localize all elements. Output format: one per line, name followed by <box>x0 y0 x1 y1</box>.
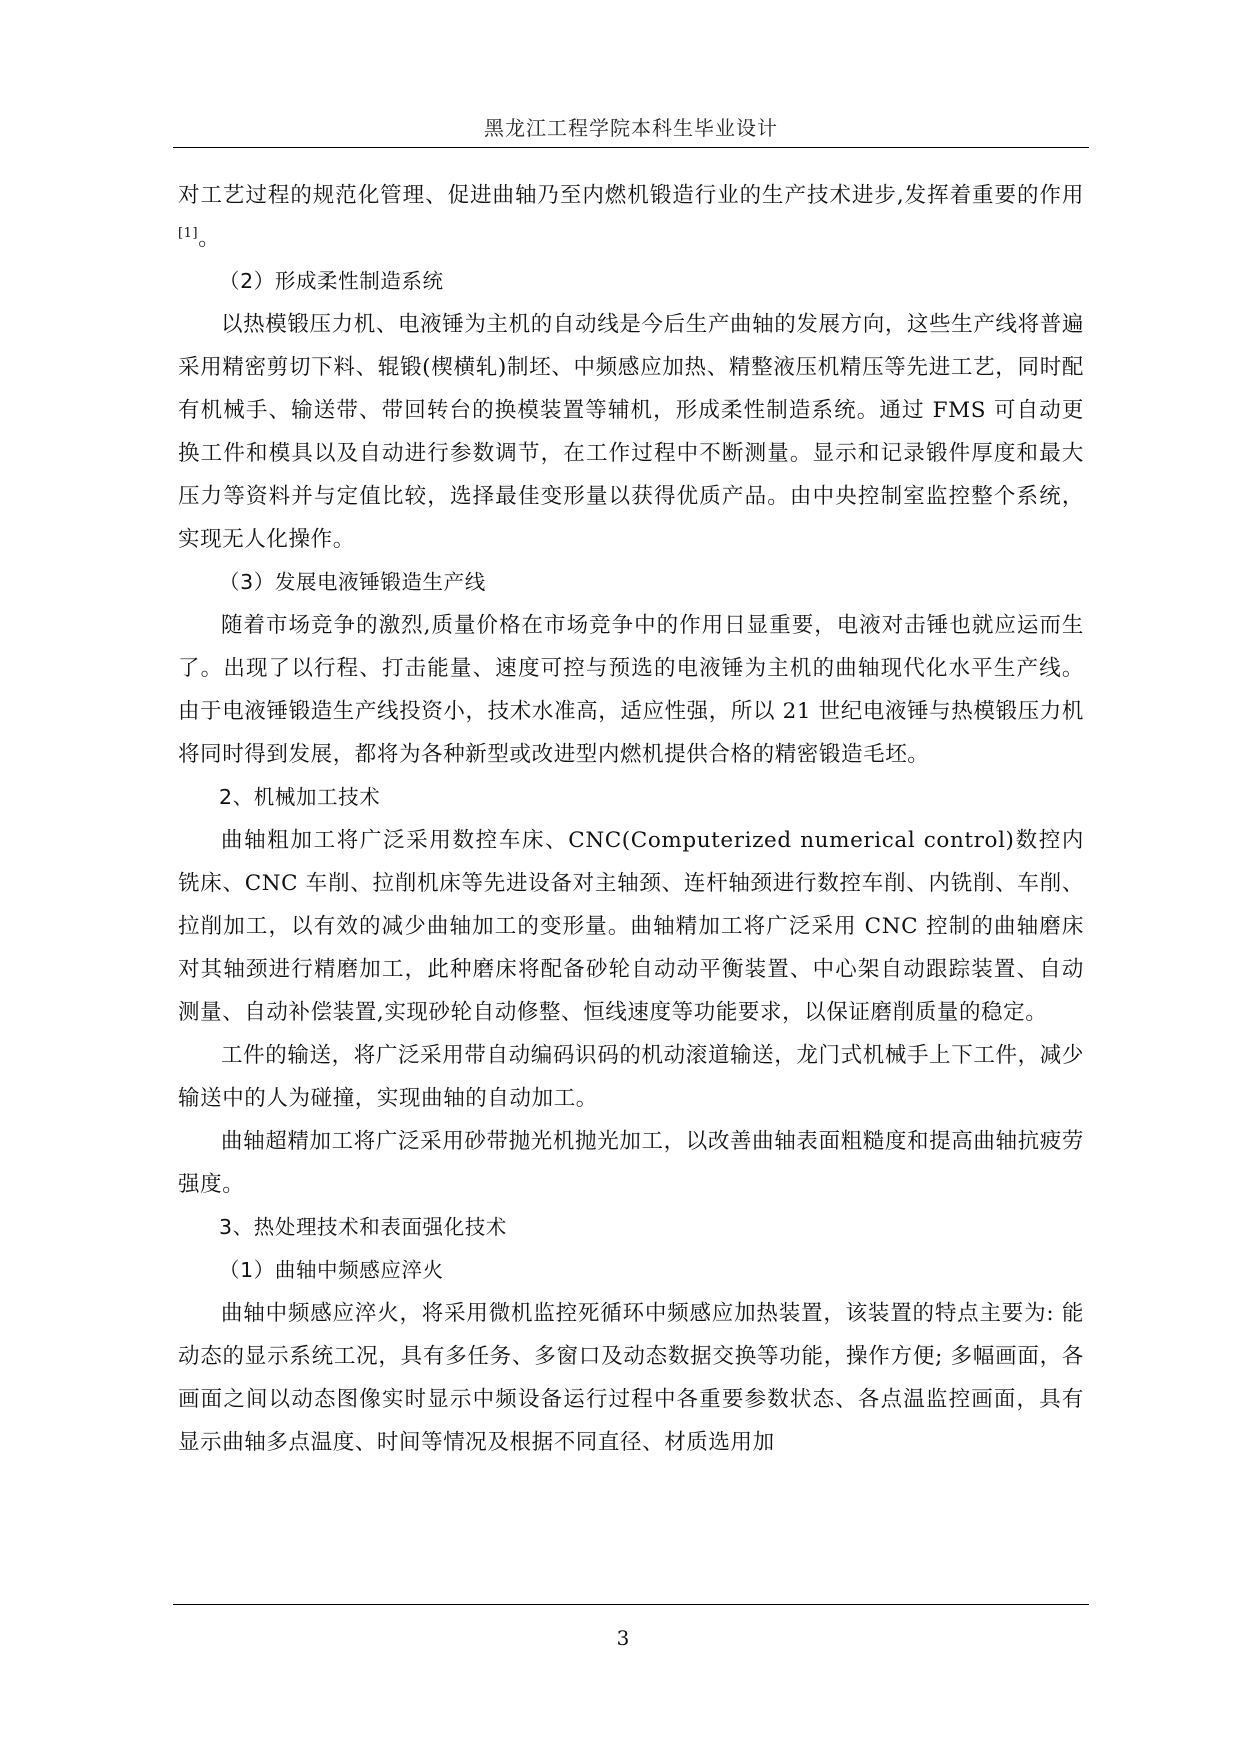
paragraph-superfinishing: 曲轴超精加工将广泛采用砂带抛光机抛光加工，以改善曲轴表面粗糙度和提高曲轴抗疲劳强度。 <box>178 1129 1084 1197</box>
paragraph-workpiece-transport: 工件的输送，将广泛采用带自动编码识码的机动滚道输送，龙门式机械手上下工件，减少输送中的人为碰撞，实现曲轴的自动加工。 <box>178 1043 1084 1111</box>
section-heading-flexible-manufacturing: （2）形成柔性制造系统 <box>219 269 444 293</box>
body-text <box>178 174 1084 1464</box>
running-header: 黑龙江工程学院本科生毕业设计 <box>484 116 778 140</box>
paragraph-induction-quenching: 曲轴中频感应淬火，将采用微机监控死循环中频感应加热装置，该装置的特点主要为: 能动态的显示系统工况，具有多任务、多窗口及动态数据交换等功能，操作方便; 多幅画面，各画面之间以动态图像实时显示中频设备运行过程中各重要参数状态、各点温监控画面，具有显示曲轴多点温度、时间等情况及根据不同直径、材质选用加 <box>178 1301 1084 1455</box>
page-number: 3 <box>616 1626 630 1650</box>
section-heading-electro-hydraulic-hammer: （3）发展电液锤锻造生产线 <box>219 570 486 594</box>
section-heading-induction-quenching: （1）曲轴中频感应淬火 <box>219 1258 444 1282</box>
header-divider <box>173 147 1089 148</box>
paragraph-electro-hydraulic-hammer: 随着市场竞争的激烈,质量价格在市场竞争中的作用日显重要，电液对击锤也就应运而生了。出现了以行程、打击能量、速度可控与预选的电液锤为主机的曲轴现代化水平生产线。由于电液锤锻造生产线投资小，技术水准高，适应性强，所以 21 世纪电液锤与热模锻压力机将同时得到发展，都将为各种新型或改进型内燃机提供合格的精密锻造毛坯。 <box>178 613 1084 767</box>
paragraph-text: 对工艺过程的规范化管理、促进曲轴乃至内燃机锻造行业的生产技术进步,发挥着重要的作用 <box>178 183 1084 208</box>
paragraph-flexible-manufacturing: 以热模锻压力机、电液锤为主机的自动线是今后生产曲轴的发展方向，这些生产线将普遍采用精密剪切下料、辊锻(楔横轧)制坯、中频感应加热、精整液压机精压等先进工艺，同时配有机械手、输送带、带回转台的换模装置等辅机，形成柔性制造系统。通过 FMS 可自动更换工件和模具以及自动进行参数调节，在工作过程中不断测量。显示和记录锻件厚度和最大压力等资料并与定值比较，选择最佳变形量以获得优质产品。由中央控制室监控整个系统，实现无人化操作。 <box>178 312 1084 552</box>
footer-divider <box>173 1604 1089 1605</box>
section-heading-machining: 2、机械加工技术 <box>219 785 381 809</box>
paragraph-continuation <box>178 174 1084 260</box>
citation-marker: [1] <box>178 226 199 241</box>
paragraph-end: 。 <box>198 226 221 251</box>
paragraph-machining: 曲轴粗加工将广泛采用数控车床、CNC(Computerized numerical control)数控内铣床、CNC 车削、拉削机床等先进设备对主轴颈、连杆轴颈进行数控车削、内铣削、车削、拉削加工，以有效的减少曲轴加工的变形量。曲轴精加工将广泛采用 CNC 控制的曲轴磨床对其轴颈进行精磨加工，此种磨床将配备砂轮自动动平衡装置、中心架自动跟踪装置、自动测量、自动补偿装置,实现砂轮自动修整、恒线速度等功能要求，以保证磨削质量的稳定。 <box>178 828 1084 1025</box>
section-heading-heat-treatment: 3、热处理技术和表面强化技术 <box>219 1215 507 1239</box>
